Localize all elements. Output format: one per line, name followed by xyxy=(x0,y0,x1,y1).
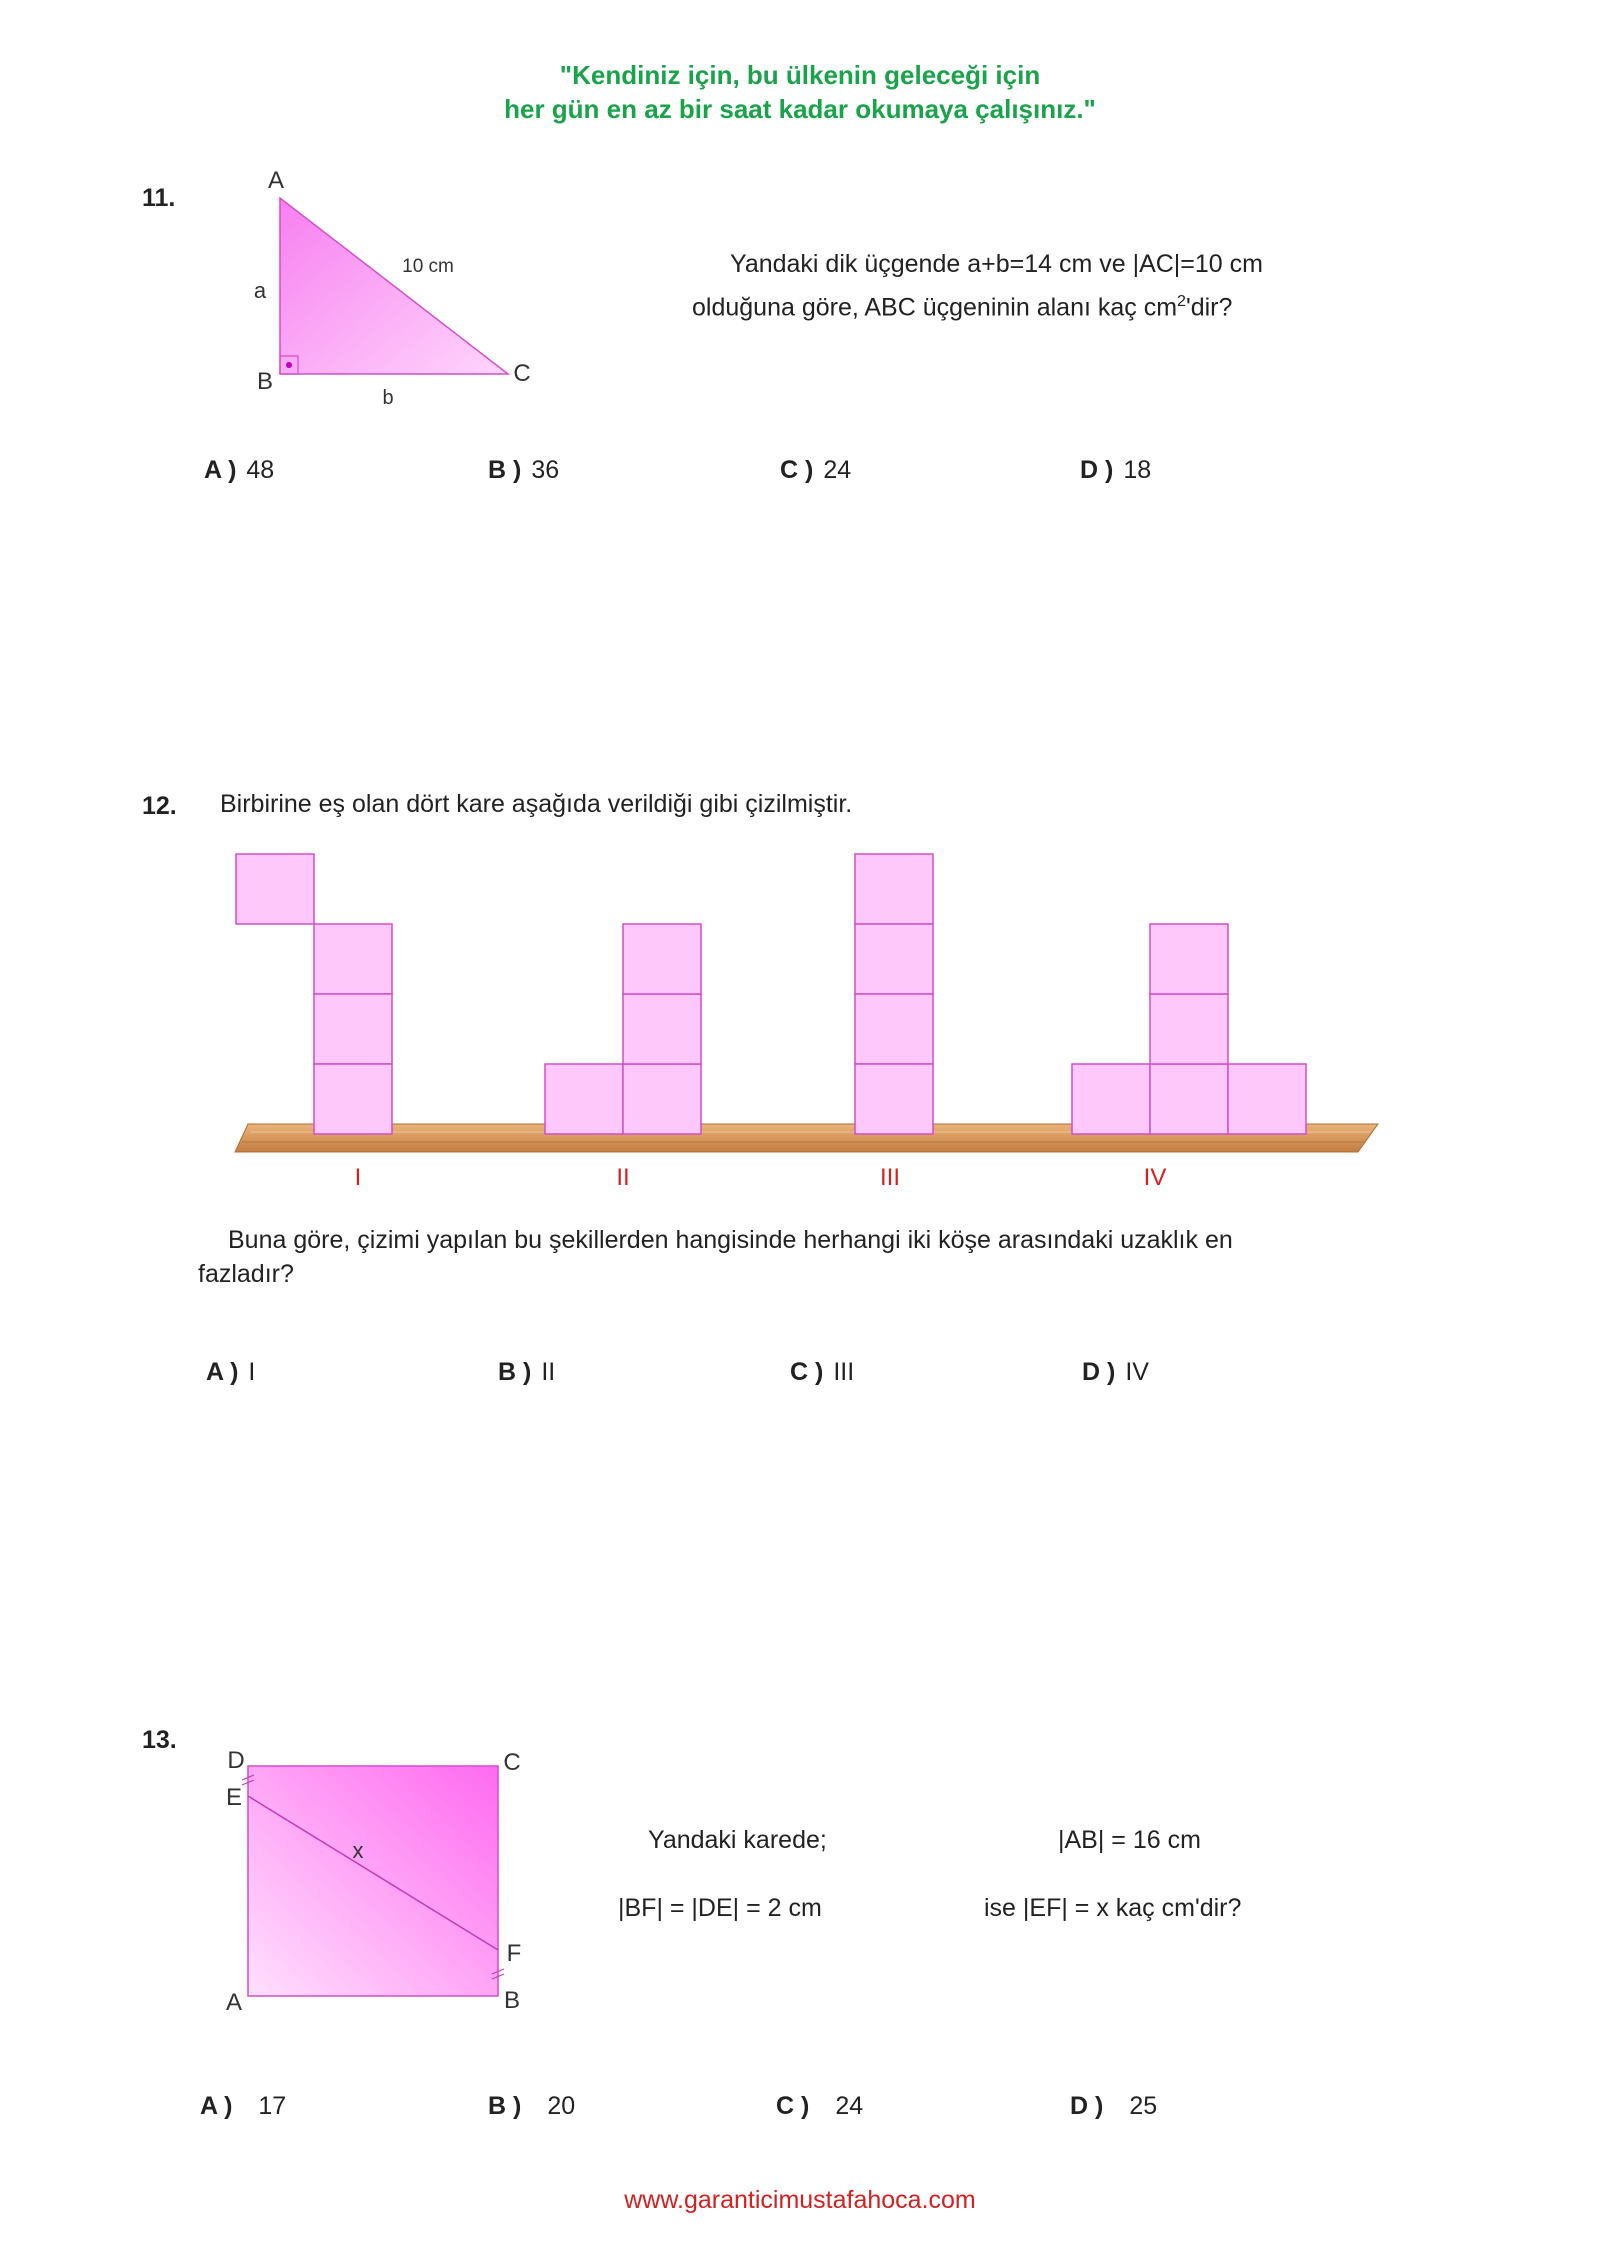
option-value: I xyxy=(248,1358,256,1386)
figure-ii xyxy=(545,924,701,1134)
point-e-label: E xyxy=(225,1784,243,1811)
side-b-label: b xyxy=(382,387,394,409)
option-letter: A ) xyxy=(206,1358,239,1386)
option-letter: B ) xyxy=(498,1358,532,1386)
q13-option-a[interactable] xyxy=(200,2092,286,2121)
q13-option-b[interactable] xyxy=(488,2092,575,2121)
side-a-label: a xyxy=(253,278,267,303)
figure-iv xyxy=(1072,924,1306,1134)
q11-option-b[interactable] xyxy=(488,456,559,485)
option-value: 18 xyxy=(1123,456,1152,484)
vertex-a-label: A xyxy=(225,1989,243,2016)
quote-line-2: her gün en az bir saat kadar okumaya çalışınız." xyxy=(504,94,1096,124)
right-triangle-abc xyxy=(280,198,508,374)
hypotenuse-label: 10 cm xyxy=(402,256,454,277)
q12-question-line-2: fazladır? xyxy=(198,1260,294,1288)
option-letter: D ) xyxy=(1080,456,1114,484)
option-value: 25 xyxy=(1129,2092,1158,2120)
vertex-a-label: A xyxy=(267,167,285,194)
quote-line-1: "Kendiniz için, bu ülkenin geleceği için xyxy=(559,60,1041,90)
question-12-number: 12. xyxy=(142,792,177,820)
option-value: 36 xyxy=(531,456,560,484)
q13-text-3: |AB| = 16 cm xyxy=(1058,1826,1201,1854)
option-value: 48 xyxy=(246,456,275,484)
figure-label-ii: II xyxy=(616,1164,630,1191)
vertex-b-label: B xyxy=(503,1987,521,2014)
option-letter: A ) xyxy=(200,2092,233,2120)
q13-option-c[interactable] xyxy=(776,2092,863,2121)
option-value: 24 xyxy=(823,456,852,484)
option-letter: C ) xyxy=(776,2092,810,2120)
square-abcd xyxy=(248,1766,498,1996)
option-letter: C ) xyxy=(780,456,814,484)
q13-text-4: ise |EF| = x kaç cm'dir? xyxy=(984,1894,1242,1922)
option-value: 24 xyxy=(835,2092,864,2120)
option-value: IV xyxy=(1125,1358,1149,1386)
q11-text-sup: 2 xyxy=(1177,293,1186,310)
q12-option-b[interactable] xyxy=(498,1358,555,1387)
question-11-number: 11. xyxy=(142,184,176,212)
option-letter: C ) xyxy=(790,1358,824,1386)
point-f-label: F xyxy=(506,1940,522,1967)
figure-label-i: I xyxy=(354,1164,362,1191)
vertex-d-label: D xyxy=(227,1747,245,1774)
right-angle-dot xyxy=(286,362,292,368)
q12-option-c[interactable] xyxy=(790,1358,854,1387)
q12-squares-figure xyxy=(230,850,1390,1200)
q12-option-a[interactable] xyxy=(206,1358,255,1387)
q12-question-line-1: Buna göre, çizimi yapılan bu şekillerden hangisinde herhangi iki köşe arasındaki uzaklık en xyxy=(228,1226,1233,1254)
q13-square-figure xyxy=(210,1740,540,2020)
q11-option-d[interactable] xyxy=(1080,456,1151,485)
q13-text-2: |BF| = |DE| = 2 cm xyxy=(618,1894,822,1922)
option-letter: D ) xyxy=(1070,2092,1104,2120)
segment-x-label: x xyxy=(352,1838,364,1863)
vertex-b-label: B xyxy=(256,368,274,395)
question-13-number: 13. xyxy=(142,1726,177,1754)
option-value: 17 xyxy=(258,2092,287,2120)
option-letter: D ) xyxy=(1082,1358,1116,1386)
figure-label-iv: IV xyxy=(1143,1164,1167,1191)
q13-text-1: Yandaki karede; xyxy=(648,1826,827,1854)
vertex-c-label: C xyxy=(503,1749,521,1776)
q11-option-c[interactable] xyxy=(780,456,851,485)
q13-option-d[interactable] xyxy=(1070,2092,1157,2121)
q11-text-line-2 xyxy=(692,284,1232,325)
option-value: III xyxy=(833,1358,855,1386)
footer-url-link[interactable]: www.garanticimustafahoca.com xyxy=(624,2186,976,2214)
option-value: II xyxy=(541,1358,556,1386)
q12-intro: Birbirine eş olan dört kare aşağıda verildiği gibi çizilmiştir. xyxy=(220,790,853,818)
q11-triangle-figure xyxy=(230,160,570,420)
q11-text-line-1: Yandaki dik üçgende a+b=14 cm ve |AC|=10 cm xyxy=(730,250,1263,278)
figure-iii xyxy=(855,854,933,1134)
q11-text-post: 'dir? xyxy=(1185,293,1233,322)
option-letter: B ) xyxy=(488,456,522,484)
header-quote xyxy=(0,58,1600,126)
vertex-c-label: C xyxy=(513,360,531,387)
q11-option-a[interactable] xyxy=(204,456,274,485)
option-value: 20 xyxy=(547,2092,576,2120)
figure-i xyxy=(236,854,392,1134)
figure-label-iii: III xyxy=(879,1164,901,1191)
q11-text-pre: olduğuna göre, ABC üçgeninin alanı kaç cm xyxy=(692,293,1178,322)
option-letter: A ) xyxy=(204,456,237,484)
option-letter: B ) xyxy=(488,2092,522,2120)
q12-option-d[interactable] xyxy=(1082,1358,1149,1387)
